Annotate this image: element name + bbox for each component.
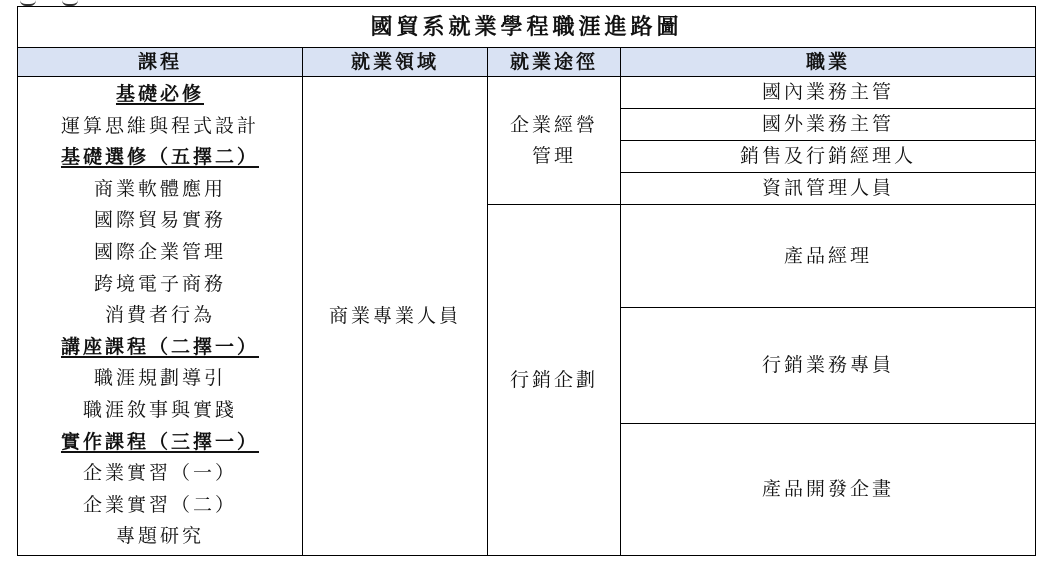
course-section-heading: 基礎選修（五擇二） [60, 146, 259, 169]
employment-field-cell: 商業專業人員 [303, 77, 488, 556]
course-item: 職涯敘事與實踐 [82, 398, 237, 421]
course-item: 運算思維與程式設計 [60, 114, 259, 137]
course-item: 企業實習（二） [82, 493, 237, 516]
header-courses: 課程 [18, 48, 303, 77]
header-employment-path: 就業途徑 [488, 48, 621, 77]
job-sales-marketing-manager: 銷售及行銷經理人 [621, 141, 1036, 173]
career-path-table [17, 6, 1036, 556]
course-item: 消費者行為 [104, 304, 215, 327]
path-management-line2: 管理 [531, 144, 576, 167]
job-product-manager: 產品經理 [621, 205, 1036, 308]
job-marketing-sales-specialist: 行銷業務專員 [621, 308, 1036, 424]
path-management-line1: 企業經營 [509, 113, 598, 136]
job-product-development-planner: 產品開發企畫 [621, 424, 1036, 556]
course-item: 跨境電子商務 [93, 272, 226, 295]
path-marketing-cell: 行銷企劃 [488, 205, 621, 556]
course-item: 國際貿易實務 [93, 209, 226, 232]
course-section-heading: 講座課程（二擇一） [60, 335, 259, 358]
course-item: 國際企業管理 [93, 240, 226, 263]
course-list-cell [18, 77, 303, 556]
course-section-heading: 基礎必修 [115, 83, 204, 105]
table-title: 國貿系就業學程職涯進路圖 [18, 7, 1036, 48]
header-occupations: 職業 [621, 48, 1036, 77]
course-item: 商業軟體應用 [93, 177, 226, 200]
path-management-cell [488, 77, 621, 205]
job-foreign-sales-manager: 國外業務主管 [621, 109, 1036, 141]
course-item: 專題研究 [115, 525, 204, 548]
course-item: 職涯規劃導引 [93, 367, 226, 390]
course-item: 企業實習（一） [82, 462, 237, 485]
job-domestic-sales-manager: 國內業務主管 [621, 77, 1036, 109]
header-employment-field: 就業領域 [303, 48, 488, 77]
job-information-management-staff: 資訊管理人員 [621, 173, 1036, 205]
course-section-heading: 實作課程（三擇一） [60, 430, 259, 453]
